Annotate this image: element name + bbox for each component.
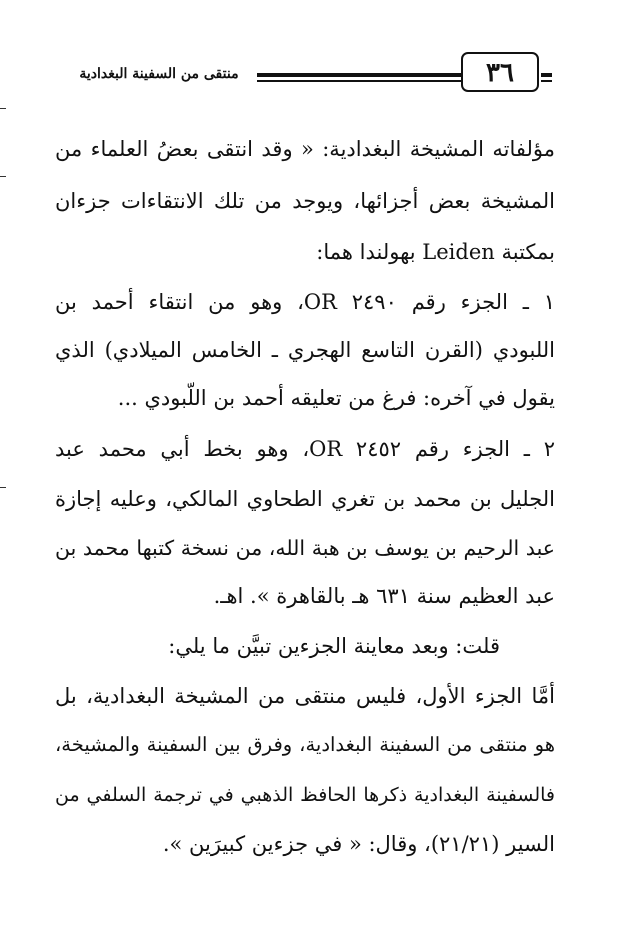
text-line: المشيخة بعض أجزائها، ويوجد من تلك الانتقاءات جزءان bbox=[55, 189, 555, 213]
scan-mark bbox=[0, 108, 6, 109]
scan-mark bbox=[0, 487, 6, 488]
text-line: عبد العظيم سنة ٦٣١ هـ بالقاهرة ». اهـ. bbox=[213, 584, 555, 608]
running-title: منتقى من السفينة البغدادية bbox=[79, 66, 239, 82]
text-line: قلت: وبعد معاينة الجزءين تبيَّن ما يلي: bbox=[168, 634, 500, 658]
scan-mark bbox=[0, 176, 6, 177]
text-line: السير (٢١/٢١)، وقال: « في جزءين كبيرَين ». bbox=[162, 832, 555, 856]
header-rule-end bbox=[541, 73, 552, 82]
header-rule bbox=[257, 73, 461, 82]
text-line: هو منتقى من السفينة البغدادية، وفرق بين السفينة والمشيخة، bbox=[55, 733, 555, 756]
running-header bbox=[66, 52, 552, 98]
text-line: فالسفينة البغدادية ذكرها الحافظ الذهبي في ترجمة السلفي من bbox=[55, 784, 555, 806]
text-line: عبد الرحيم بن يوسف بن هبة الله، من نسخة كتبها محمد بن bbox=[55, 536, 555, 560]
text-line: يقول في آخره: فرغ من تعليقه أحمد بن اللّبودي ... bbox=[117, 386, 555, 410]
text-line: بمكتبة Leiden بهولندا هما: bbox=[316, 240, 555, 264]
text-line: ٢ ـ الجزء رقم ٢٤٥٢ OR، وهو بخط أبي محمد عبد bbox=[55, 437, 555, 461]
text-line: ١ ـ الجزء رقم ٢٤٩٠ OR، وهو من انتقاء أحمد بن bbox=[55, 290, 555, 314]
text-line: اللبودي (القرن التاسع الهجري ـ الخامس الميلادي) الذي bbox=[55, 338, 555, 362]
page-number: ٣٦ bbox=[461, 52, 539, 92]
text-line: الجليل بن محمد بن تغري الطحاوي المالكي، وعليه إجازة bbox=[55, 487, 555, 511]
text-line: أمَّا الجزء الأول، فليس منتقى من المشيخة البغدادية، بل bbox=[55, 684, 555, 708]
text-line: مؤلفاته المشيخة البغدادية: « وقد انتقى بعضُ العلماء من bbox=[55, 137, 555, 161]
